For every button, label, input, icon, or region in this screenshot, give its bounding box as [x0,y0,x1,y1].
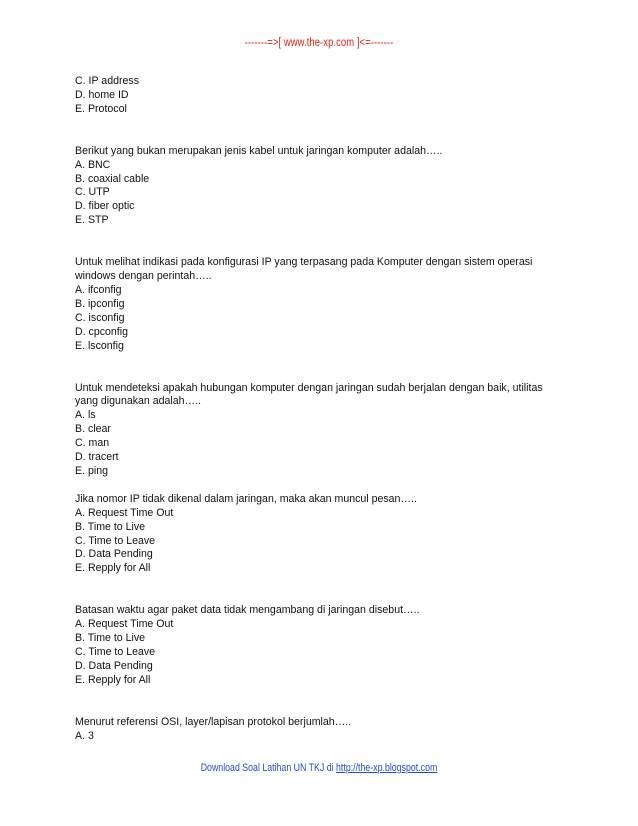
option-e: E. Protocol [75,102,127,115]
option-a: A. 3 [75,729,94,742]
question-text-cont: yang digunakan adalah….. [75,395,202,408]
footer-prefix: Download Soal Latihan UN TKJ di [200,762,337,774]
option-d: D. fiber optic [75,200,135,213]
question-2 [75,256,565,353]
option-a: A. ls [75,409,96,422]
option-b: B. Time to Live [75,520,146,533]
option-c: C. Time to Leave [75,646,156,658]
option-e: E. ping [75,464,108,477]
question-1 [75,145,565,228]
question-text: Berikut yang bukan merupakan jenis kabel untuk jaringan komputer adalah….. [75,144,443,157]
question-text: Untuk mendeteksi apakah hubungan komputer dengan jaringan sudah berjalan dengan baik, utilitas [75,381,543,394]
option-a: A. BNC [75,158,111,171]
option-b: B. coaxial cable [75,172,150,185]
option-c: C. IP address [75,75,139,87]
option-b: B. clear [75,423,111,436]
page-footer [64,762,574,774]
option-c: C. man [75,437,110,450]
option-c: C. UTP [75,186,110,199]
option-c: C. Time to Leave [75,534,156,547]
option-a: A. Request Time Out [75,506,174,519]
question-0-partial [75,75,565,117]
option-d: D. Data Pending [75,548,153,561]
option-d: D. tracert [75,451,119,464]
option-d: D. cpconfig [75,325,128,338]
option-d: D. home ID [75,88,129,101]
page-header: -------=>[ www.the-xp.com ]<=------- [244,37,394,49]
question-text: Batasan waktu agar paket data tidak mengambang di jaringan disebut….. [75,604,420,617]
option-e: E. Repply for All [75,562,151,575]
question-text: Jika nomor IP tidak dikenal dalam jaringan, maka akan muncul pesan….. [75,492,417,505]
option-e: E. lsconfig [75,339,124,352]
question-5 [75,604,565,687]
question-text: Untuk melihat indikasi pada konfigurasi IP yang terpasang pada Komputer dengan sistem operasi [75,256,533,269]
option-e: E. STP [75,214,109,227]
question-text-cont: windows dengan perintah….. [75,270,212,283]
document-body [75,75,565,744]
question-4 [75,493,565,576]
option-d: D. Data Pending [75,659,153,672]
option-b: B. ipconfig [75,297,125,310]
question-6 [75,716,565,744]
footer-link[interactable]: http://the-xp.blogspot.com [336,762,438,774]
option-b: B. Time to Live [75,632,146,645]
option-a: A. Request Time Out [75,618,174,631]
question-text: Menurut referensi OSI, layer/lapisan protokol berjumlah….. [75,715,352,728]
option-a: A. ifconfig [75,283,122,296]
option-e: E. Repply for All [75,673,151,686]
option-c: C. isconfig [75,311,125,324]
question-3 [75,382,565,479]
